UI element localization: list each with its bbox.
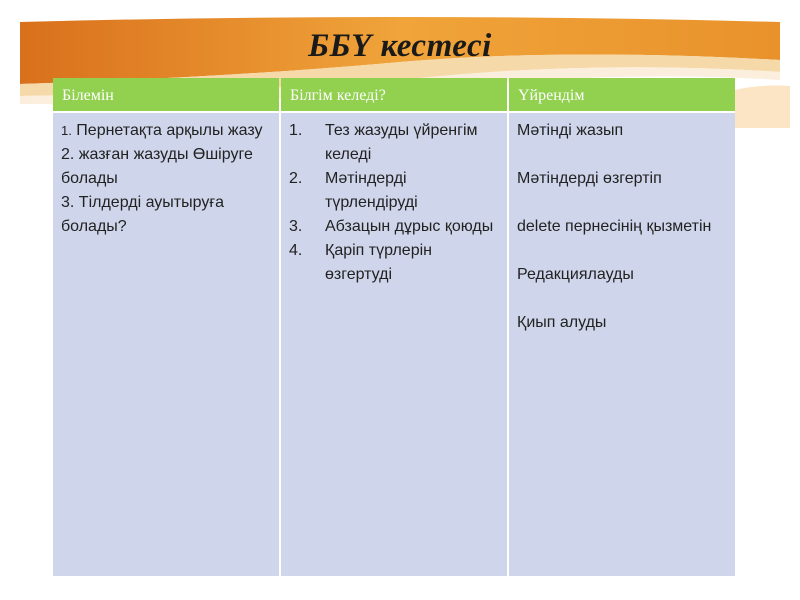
- column-cell-learned: [509, 113, 735, 576]
- item-text: Тілдерді ауытыруға болады?: [61, 194, 225, 235]
- item-number: 3.: [289, 218, 303, 235]
- column-cell-know: [53, 113, 279, 576]
- page-title: ББҮ кестесі: [308, 28, 492, 64]
- item-number: 2.: [61, 146, 75, 163]
- item-text: Тез жазуды үйренгім келеді: [325, 122, 478, 163]
- list-item: [61, 143, 271, 191]
- column-cell-want: [281, 113, 507, 576]
- item-text: Абзацын дұрыс қоюды: [325, 218, 494, 235]
- list-item: [61, 119, 271, 143]
- list-item: [289, 215, 499, 239]
- column-header-know: [53, 78, 279, 111]
- list-item: [289, 239, 499, 287]
- item-number: 2.: [289, 170, 303, 187]
- column-header-label: Үйрендім: [518, 87, 585, 104]
- list-item: [289, 167, 499, 215]
- item-number: 3.: [61, 194, 75, 211]
- column-header-label: Білемін: [62, 87, 114, 104]
- column-header-learned: [509, 78, 735, 111]
- item-text: Қаріп түрлерін өзгертуді: [325, 242, 432, 283]
- list-item: Қиып алуды: [517, 314, 607, 331]
- item-text: жазған жазуды Өшіруге болады: [61, 146, 253, 187]
- list-item: Мәтіндерді өзгертіп: [517, 170, 662, 187]
- list-item: delete пернесінің қызметін: [517, 218, 712, 235]
- item-number: 1.: [289, 122, 303, 139]
- item-text: Мәтіндерді түрлендіруді: [325, 170, 418, 211]
- list-item: [61, 191, 271, 239]
- column-header-want: [281, 78, 507, 111]
- list-item: Мәтінді жазып: [517, 122, 624, 139]
- item-text: Пернетақта арқылы жазу: [76, 122, 263, 139]
- item-number: 1.: [61, 123, 72, 138]
- item-number: 4.: [289, 242, 303, 259]
- list-item: [289, 119, 499, 167]
- list-item: Редакциялауды: [517, 266, 634, 283]
- column-header-label: Білгім келеді?: [290, 87, 386, 104]
